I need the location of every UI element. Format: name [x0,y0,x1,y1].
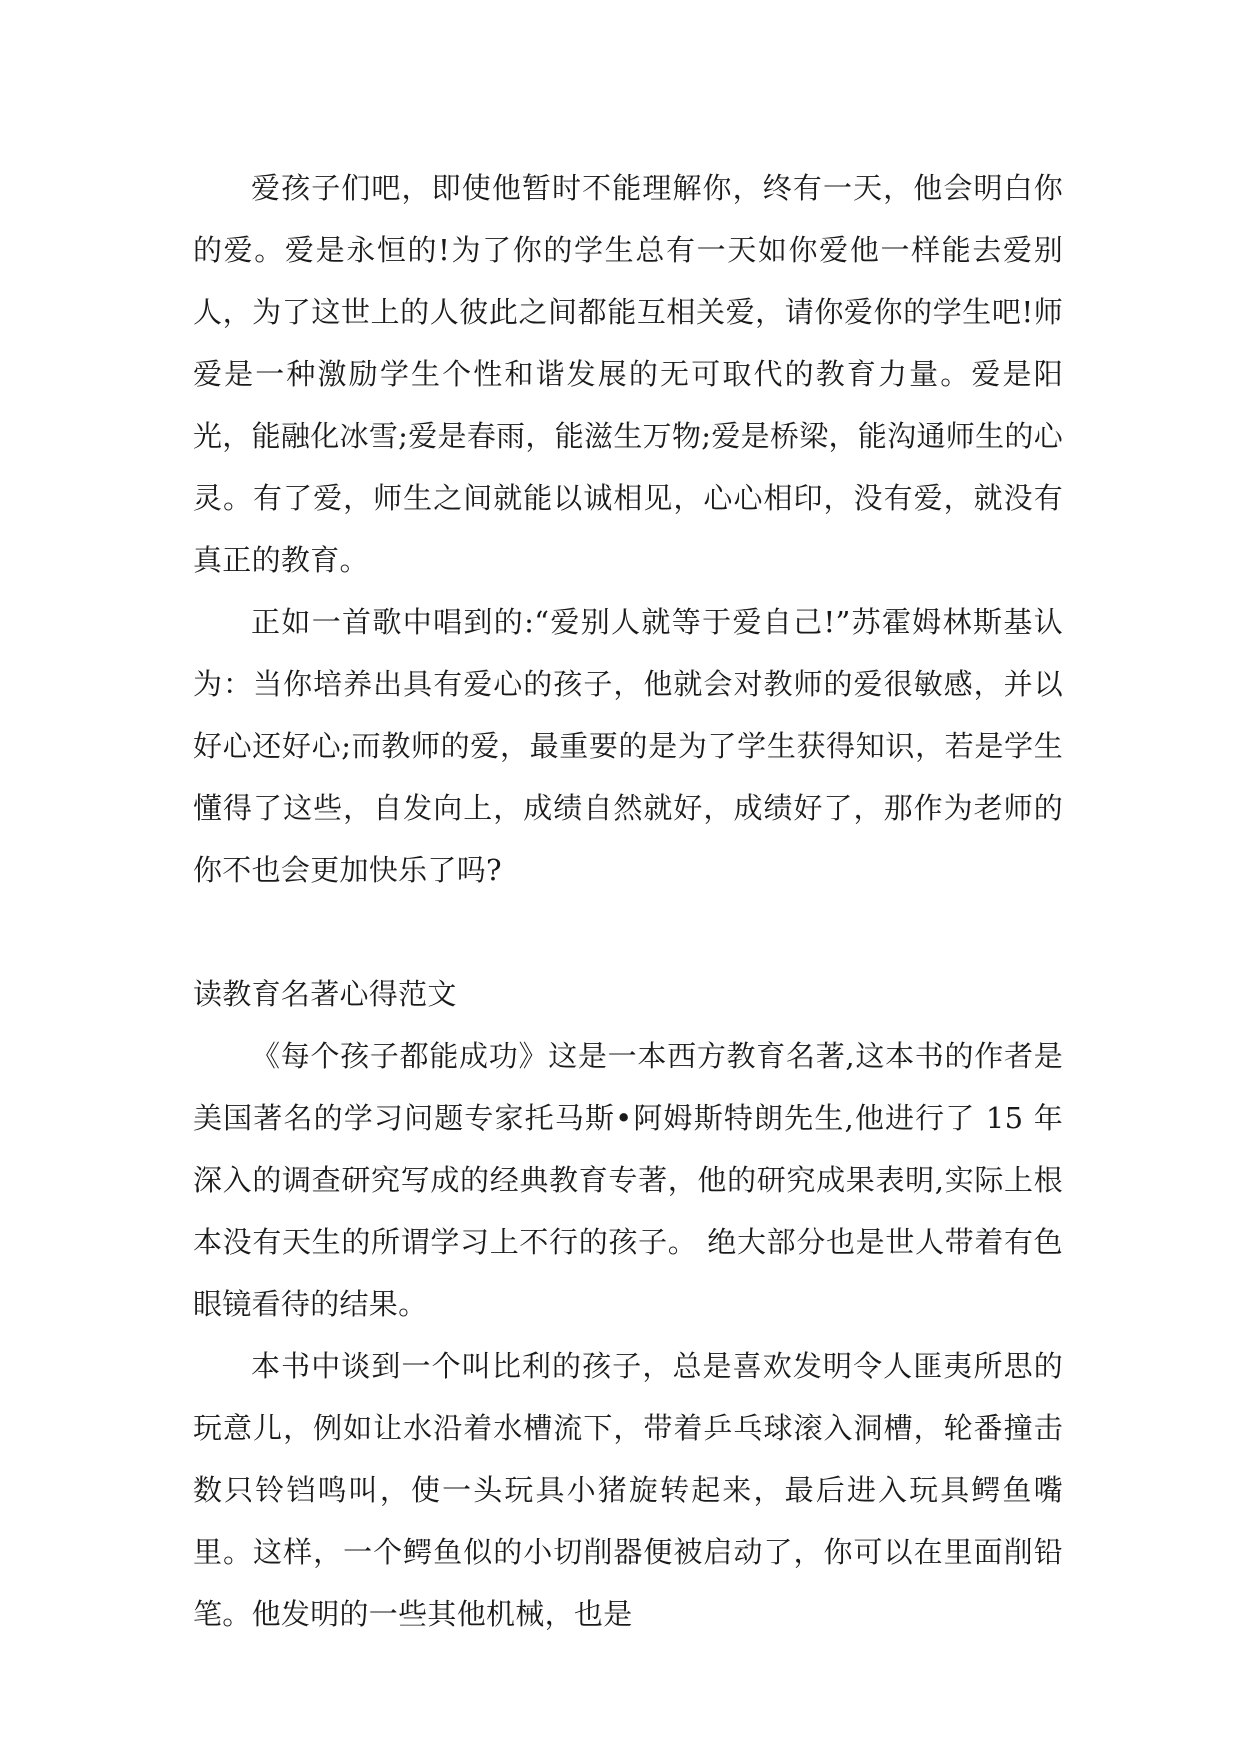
section-title: 读教育名著心得范文 [193,977,457,1011]
paragraph-billy-story: 本书中谈到一个叫比利的孩子，总是喜欢发明令人匪夷所思的玩意儿，例如让水沿着水槽流下，带着乒乓球滚入洞槽，轮番撞击数只铃铛鸣叫，使一头玩具小猪旋转起来，最后进入玩具鳄鱼嘴里。这样，一个鳄鱼似的小切削器便被启动了，你可以在里面削铅笔。他发明的一些其他机械，也是 [193,1349,1063,1631]
paragraph-book-intro: 《每个孩子都能成功》这是一本西方教育名著,这本书的作者是美国著名的学习问题专家托马斯•阿姆斯特朗先生,他进行了 15 年深入的调查研究写成的经典教育专著，他的研究成果表明,实际上根本没有天生的所谓学习上不行的孩子。 绝大部分也是世人带着有色眼镜看待的结果。 [193,1039,1063,1321]
paragraph-song-quote: 正如一首歌中唱到的:“爱别人就等于爱自己!”苏霍姆林斯基认为：当你培养出具有爱心的孩子，他就会对教师的爱很敏感，并以好心还好心;而教师的爱，最重要的是为了学生获得知识，若是学生懂得了这些，自发向上，成绩自然就好，成绩好了，那作为老师的你不也会更加快乐了吗? [193,605,1063,887]
paragraph-love-students: 爱孩子们吧，即使他暂时不能理解你，终有一天，他会明白你的爱。爱是永恒的!为了你的学生总有一天如你爱他一样能去爱别人，为了这世上的人彼此之间都能互相关爱，请你爱你的学生吧!师爱是一种激励学生个性和谐发展的无可取代的教育力量。爱是阳光，能融化冰雪;爱是春雨，能滋生万物;爱是桥梁，能沟通师生的心灵。有了爱，师生之间就能以诚相见，心心相印，没有爱，就没有真正的教育。 [193,171,1063,577]
document-page [193,157,1063,1645]
